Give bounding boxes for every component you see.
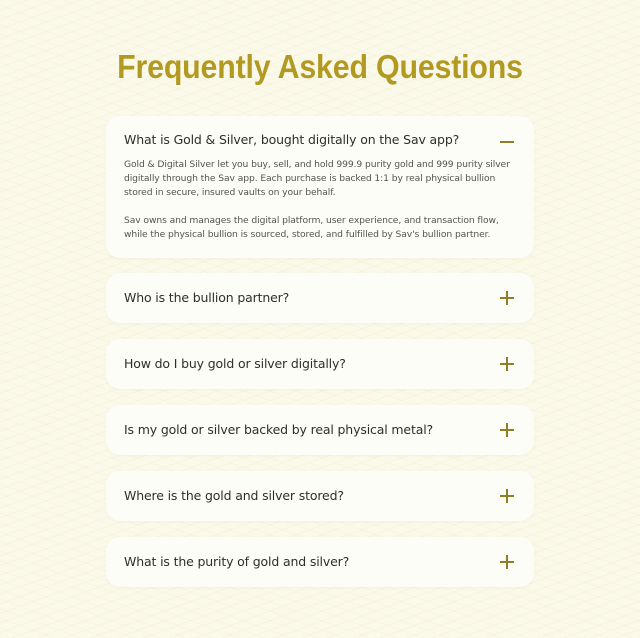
plus-icon[interactable] bbox=[500, 489, 514, 503]
plus-icon[interactable] bbox=[500, 555, 514, 569]
faq-item[interactable] bbox=[106, 273, 534, 323]
faq-answer bbox=[124, 158, 516, 256]
minus-icon[interactable] bbox=[500, 135, 514, 149]
faq-list bbox=[106, 116, 534, 603]
faq-item[interactable] bbox=[106, 405, 534, 455]
plus-icon[interactable] bbox=[500, 357, 514, 371]
faq-answer-paragraph: Gold & Digital Silver let you buy, sell, and hold 999.9 purity gold and 999 purity silver digitally through the Sav app. Each purchase is backed 1:1 by real physical bullion stored in secure, insured vaults on your behalf. bbox=[124, 159, 510, 198]
plus-icon[interactable] bbox=[500, 291, 514, 305]
faq-question[interactable]: How do I buy gold or silver digitally? bbox=[124, 356, 346, 371]
faq-question[interactable]: What is Gold & Silver, bought digitally on the Sav app? bbox=[124, 132, 460, 147]
faq-question[interactable]: What is the purity of gold and silver? bbox=[124, 554, 350, 569]
faq-item[interactable] bbox=[106, 339, 534, 389]
faq-answer-paragraph: Sav owns and manages the digital platform, user experience, and transaction flow, while the physical bullion is sourced, stored, and fulfilled by Sav's bullion partner. bbox=[124, 215, 499, 240]
plus-icon[interactable] bbox=[500, 423, 514, 437]
faq-question[interactable]: Where is the gold and silver stored? bbox=[124, 488, 344, 503]
faq-question[interactable]: Who is the bullion partner? bbox=[124, 290, 290, 305]
faq-question[interactable]: Is my gold or silver backed by real physical metal? bbox=[124, 422, 434, 437]
page-title: Frequently Asked Questions bbox=[117, 48, 523, 85]
faq-item[interactable] bbox=[106, 471, 534, 521]
faq-item[interactable] bbox=[106, 116, 534, 258]
faq-item[interactable] bbox=[106, 537, 534, 587]
